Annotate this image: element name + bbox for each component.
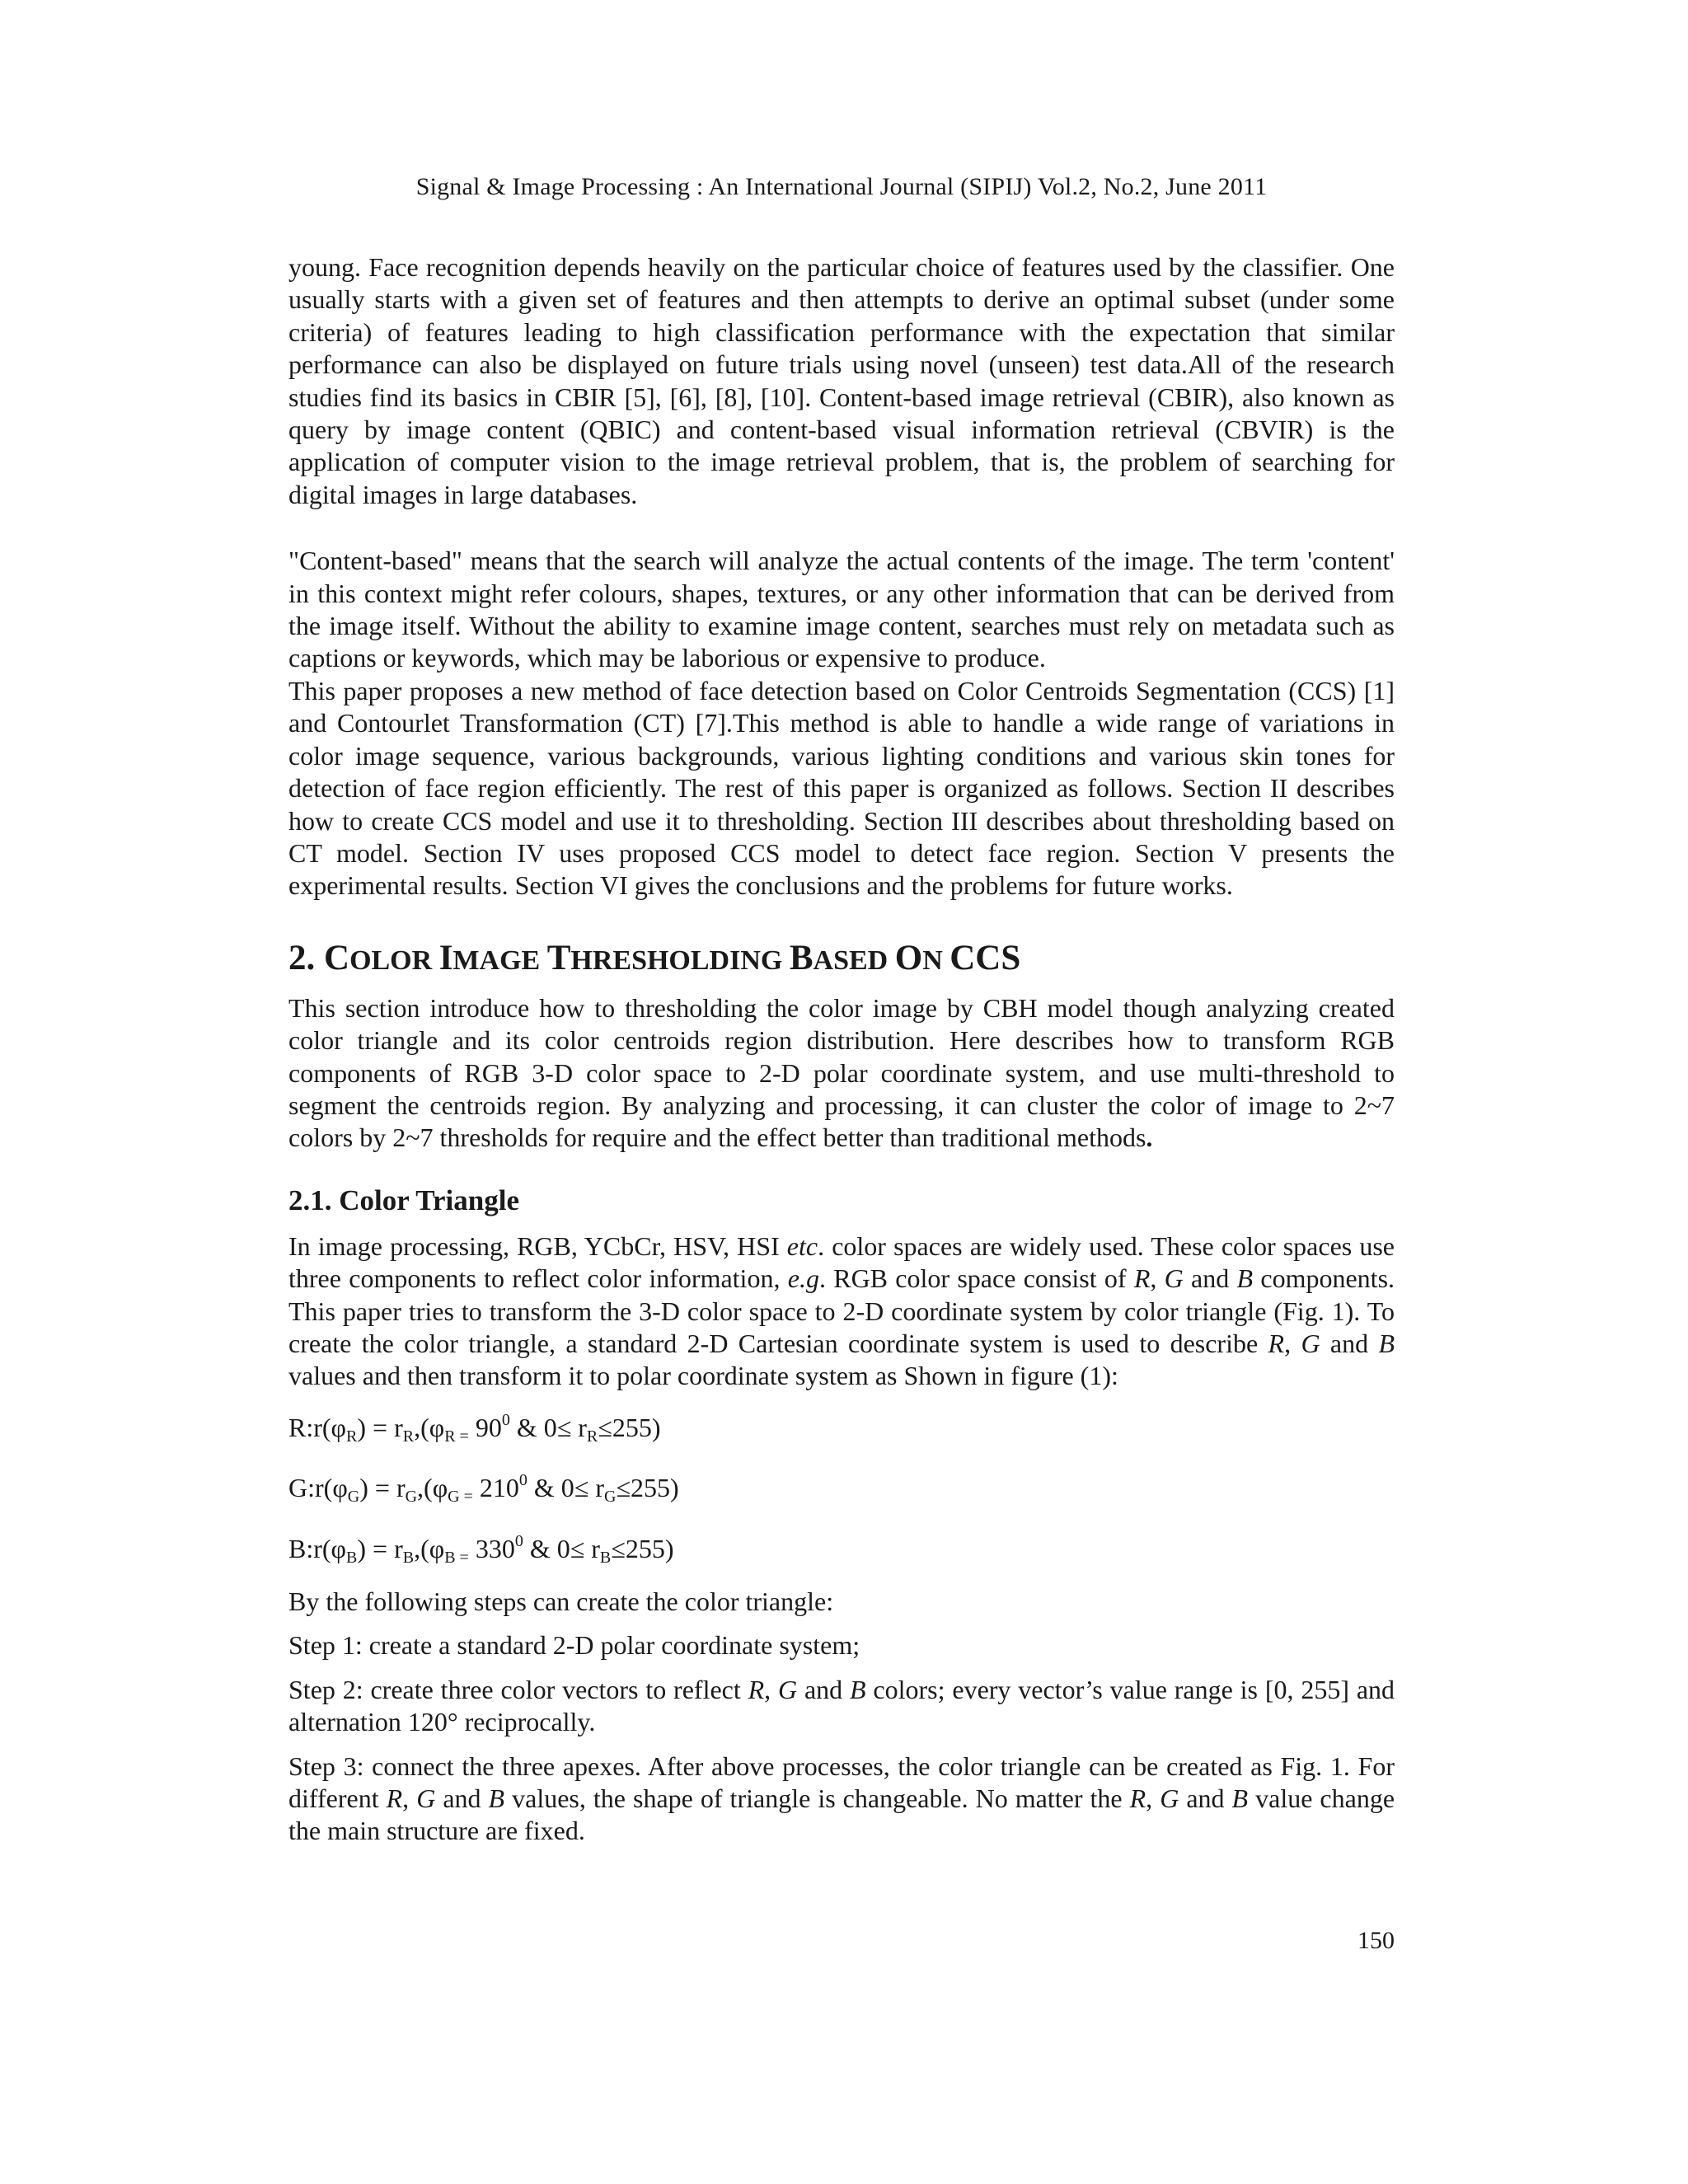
page-number: 150 — [1357, 1927, 1395, 1954]
paragraph-content-based: "Content-based" means that the search will analyze the actual contents of the image. The term 'content' in this context might refer colours, shapes, textures, or any other information that can be derived from the image itself. Without the ability to examine image content, searches must rely on metadata such as captions or keywords, which may be laborious or expensive to produce. — [288, 546, 1395, 673]
section-2-1-heading: 2.1. Color Triangle — [288, 1183, 519, 1216]
steps-intro: By the following steps can create the color triangle: — [288, 1586, 834, 1616]
running-header: Signal & Image Processing : An International Journal (SIPIJ) Vol.2, No.2, June 2011 — [415, 173, 1268, 200]
paragraph-proposal: This paper proposes a new method of face detection based on Color Centroids Segmentation (CCS) [1] and Contourlet Transformation (CT) [7].This method is able to handle a wide range of variations in color image sequence, various backgrounds, various lighting conditions and various skin tones for detection of face region efficiently. The rest of this paper is organized as follows. Section II describes how to create CCS model and use it to thresholding. Section III describes about thresholding based on CT model. Section IV uses proposed CCS model to detect face region. Section V presents the experimental results. Section VI gives the conclusions and the problems for future works. — [288, 675, 1395, 901]
paragraph-section-2: This section introduce how to thresholding the color image by CBH model though analyzing created color triangle and its color centroids region distribution. Here describes how to transform RGB components of RGB 3-D color space to 2-D polar coordinate system, and use multi-threshold to segment the centroids region. By analyzing and processing, it can cluster the color of image to 2~7 colors by 2~7 thresholds for require and the effect better than traditional methods. — [288, 992, 1395, 1153]
section-2-heading: 2. COLOR IMAGE THRESHOLDING BASED ON CCS — [288, 938, 1021, 977]
equation-g: $G:r(\varphi_G) = r_G,(\varphi_{G =}$ $210^0$ & $0\le r_G\le 255$) — [288, 1471, 679, 1507]
body-text — [288, 251, 1395, 1848]
paragraph-color-triangle: In image processing, RGB, YCbCr, HSV, HSI etc. color spaces are widely used. These color spaces use three components to reflect color information, e.g. RGB color space consist of R, G and B components. This paper tries to transform the 3-D color space to 2-D coordinate system by color triangle (Fig. 1). To create the color triangle, a standard 2-D Cartesian coordinate system is used to describe R, G and B values and then transform it to polar coordinate system as Shown in figure (1): — [288, 1230, 1395, 1391]
equation-r: $R:r(\varphi_R) = r_R,(\varphi_{R =}$ $90^0$ & $0\le r_R\le 255$) — [288, 1410, 661, 1446]
step-1: Step 1: create a standard 2-D polar coordinate system; — [288, 1630, 860, 1661]
step-2: Step 2: create three color vectors to reflect R, G and B colors; every vector’s value range is [0, 255] and alternation 120° reciprocally. — [288, 1674, 1395, 1737]
equation-b: $B:r(\varphi_B) = r_B,(\varphi_{B =}$ $330^0$ & $0\le r_B\le 255$) — [288, 1531, 674, 1567]
paragraph-intro: young. Face recognition depends heavily on the particular choice of features used by the classifier. One usually starts with a given set of features and then attempts to derive an optimal subset (under some criteria) of features leading to high classification performance with the expectation that similar performance can also be displayed on future trials using novel (unseen) test data.All of the research studies find its basics in CBIR [5], [6], [8], [10]. Content-based image retrieval (CBIR), also known as query by image content (QBIC) and content-based visual information retrieval (CBVIR) is the application of computer vision to the image retrieval problem, that is, the problem of searching for digital images in large databases. — [288, 252, 1395, 509]
step-3: Step 3: connect the three apexes. After above processes, the color triangle can be created as Fig. 1. For different R, G and B values, the shape of triangle is changeable. No matter the R, G and B value change the main structure are fixed. — [288, 1750, 1395, 1846]
